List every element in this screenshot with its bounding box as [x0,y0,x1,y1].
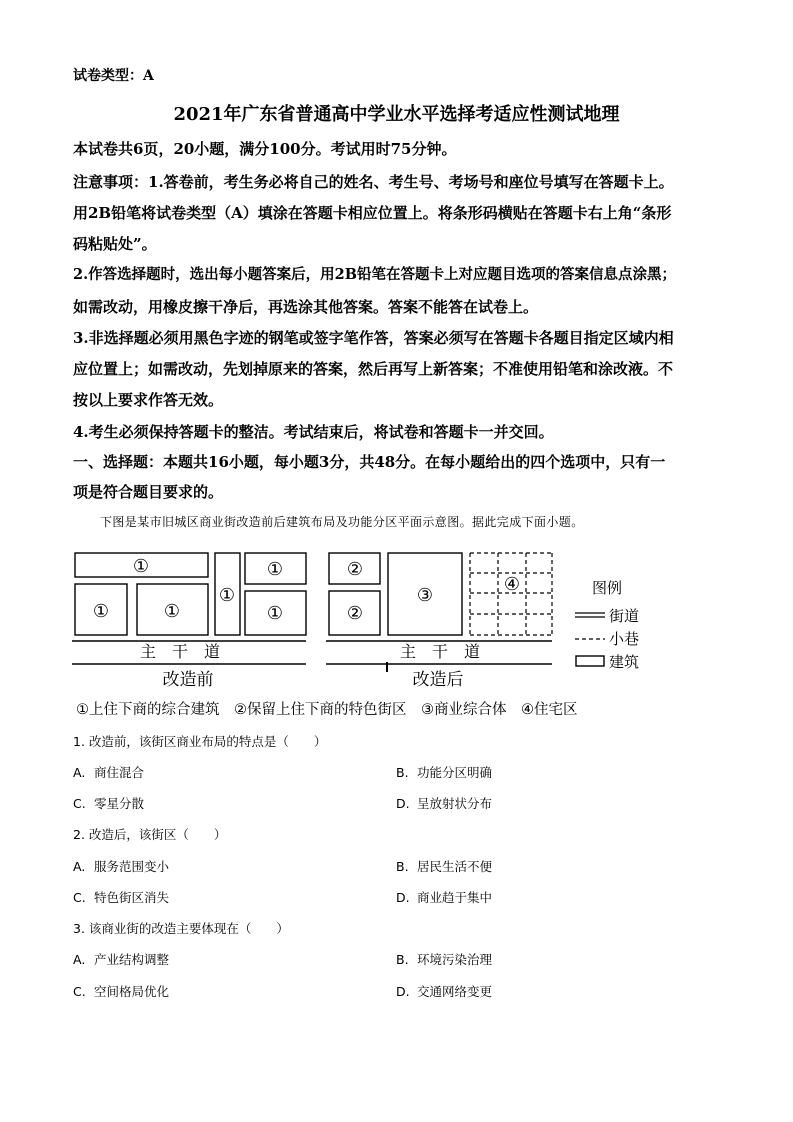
option-c[interactable] [73,796,144,812]
option-text: 功能分区明确 [417,765,493,780]
function-marker: ① [132,556,150,577]
function-marker: ① [266,559,284,580]
instruction-line: 注意事项：1.答卷前，考生务必将自己的姓名、考生号、考场号和座位号填写在答题卡上。 [73,173,674,191]
option-c[interactable] [73,984,169,1000]
function-marker: ③ [416,585,434,606]
instruction-line: 3.非选择题必须用黑色字迹的钢笔或签字笔作答，答案必须写在答题卡各题目指定区域内相 [73,329,674,347]
question-stem: 3. 该商业街的改造主要体现在（ ） [73,921,289,936]
option-text: 商住混合 [94,765,145,780]
instruction-line: 按以上要求作答无效。 [73,391,224,409]
function-marker: ① [92,601,110,622]
option-a[interactable] [73,952,169,968]
function-marker: ① [218,585,236,606]
option-b[interactable] [396,952,492,968]
function-marker: ② [346,559,364,580]
option-label: D. [396,796,410,811]
option-text: 商业趋于集中 [417,890,493,905]
option-label: A. [73,859,86,874]
street-mark [386,662,388,672]
option-label: B. [396,765,409,780]
option-label: C. [73,796,86,811]
option-a[interactable] [73,765,144,781]
option-text: 服务范围变小 [94,859,170,874]
instruction-line: 如需改动，用橡皮擦干净后，再选涂其他答案。答案不能答在试卷上。 [73,298,539,316]
option-b[interactable] [396,765,492,781]
function-marker: ① [266,603,284,624]
option-text: 空间格局优化 [94,984,170,999]
road-label-before: 主 干 道 [139,642,221,661]
option-c[interactable] [73,890,169,906]
function-marker: ④ [503,574,521,595]
paper-title: 2021年广东省普通高中学业水平选择考适应性测试地理 [173,104,620,125]
option-label: A. [73,952,86,967]
instruction-line: 用2B铅笔将试卷类型（A）填涂在答题卡相应位置上。将条形码横贴在答题卡右上角“条形 [73,204,672,222]
option-d[interactable] [396,890,492,906]
instruction-line: 4.考生必须保持答题卡的整洁。考试结束后，将试卷和答题卡一并交回。 [73,423,554,441]
option-text: 居民生活不便 [417,859,493,874]
option-d[interactable] [396,796,492,812]
option-text: 零星分散 [94,796,145,811]
option-b[interactable] [396,859,492,875]
option-text: 环境污染治理 [417,952,493,967]
instruction-line: 2.作答选择题时，选出每小题答案后，用2B铅笔在答题卡上对应题目选项的答案信息点涂黑； [73,266,676,283]
caption-before: 改造前 [162,670,214,690]
question-stem: 2. 改造后，该街区（ ） [73,827,227,842]
option-label: C. [73,890,86,905]
legend-title: 图例 [592,579,623,597]
option-text: 产业结构调整 [94,952,170,967]
section-heading: 一、选择题：本题共16小题，每小题3分，共48分。在每小题给出的四个选项中，只有一 [73,453,666,471]
legend-street: 街道 [609,607,640,625]
question-stem: 1. 改造前，该街区商业布局的特点是（ ） [73,734,327,749]
option-label: C. [73,984,86,999]
option-text: 特色街区消失 [94,890,170,905]
option-label: B. [396,859,409,874]
figure-intro: 下图是某市旧城区商业街改造前后建筑布局及功能分区平面示意图。据此完成下面小题。 [100,515,584,529]
option-a[interactable] [73,859,169,875]
legend-building: 建筑 [609,653,640,671]
option-label: D. [396,984,410,999]
instruction-line: 应位置上；如需改动，先划掉原来的答案，然后再写上新答案；不准使用铅笔和涂改液。不 [73,360,674,378]
figure-key: ①上住下商的综合建筑 ②保留上住下商的特色街区 ③商业综合体 ④住宅区 [76,702,578,718]
option-d[interactable] [396,984,492,1000]
road-label-after: 主 干 道 [399,642,481,661]
section-heading: 项是符合题目要求的。 [73,483,224,501]
figure-diagram [0,540,793,740]
legend [575,579,639,671]
caption-after: 改造后 [412,670,464,690]
paper-type: 试卷类型：A [73,68,154,84]
option-label: B. [396,952,409,967]
function-marker: ① [163,601,181,622]
instruction-line: 本试卷共6页，20小题，满分100分。考试用时75分钟。 [73,140,457,158]
function-marker: ② [346,603,364,624]
legend-lane: 小巷 [609,630,640,648]
option-label: D. [396,890,410,905]
option-label: A. [73,765,86,780]
instruction-line: 码粘贴处”。 [73,235,157,253]
option-text: 呈放射状分布 [417,796,493,811]
option-text: 交通网络变更 [417,984,493,999]
